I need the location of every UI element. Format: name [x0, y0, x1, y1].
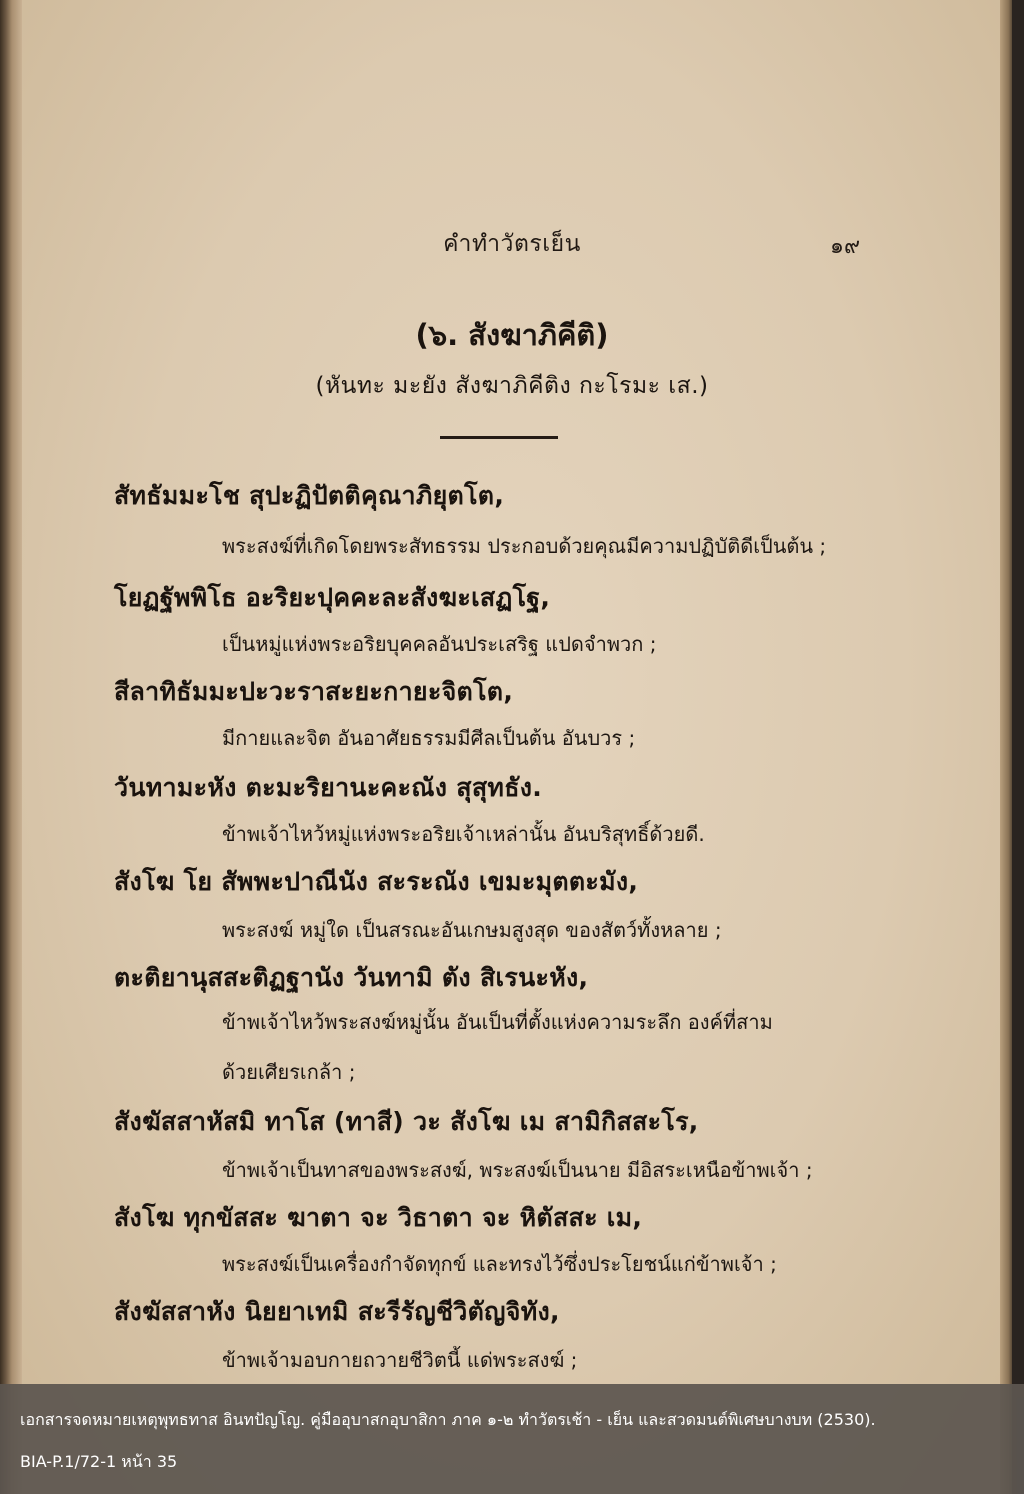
- pali-verse: สัทธัมมะโช สุปะฏิปัตติคุณาภิยุตโต,: [114, 481, 505, 510]
- pali-verse: สังโฆ ทุกขัสสะ ฆาตา จะ วิธาตา จะ หิตัสสะ เม,: [114, 1203, 643, 1232]
- pali-verse: โยฏฐัพพิโธ อะริยะปุคคะละสังฆะเสฏโฐ,: [114, 583, 551, 612]
- caption-citation: เอกสารจดหมายเหตุพุทธทาส อินทปัญโญ. คู่มืออุบาสกอุบาสิกา ภาค ๑-๒ ทำวัตรเช้า - เย็น และสวดมนต์พิเศษบางบท (2530).: [20, 1410, 876, 1429]
- thai-translation: เป็นหมู่แห่งพระอริยบุคคลอันประเสริฐ แปดจำพวก ;: [222, 632, 657, 656]
- running-header: คำทำวัตรเย็น: [443, 231, 581, 257]
- caption-bar: [0, 1384, 1024, 1494]
- pali-verse: ตะติยานุสสะติฏฐานัง วันทามิ ตัง สิเรนะหัง,: [114, 963, 589, 992]
- section-title: (๖. สังฆาภิคีติ): [415, 318, 609, 352]
- pali-verse: สีลาทิธัมมะปะวะราสะยะกายะจิตโต,: [114, 677, 514, 706]
- section-subtitle: (หันทะ มะยัง สังฆาภิคีติง กะโรมะ เส.): [315, 373, 709, 399]
- thai-translation: ข้าพเจ้าเป็นทาสของพระสงฆ์, พระสงฆ์เป็นนาย มีอิสระเหนือข้าพเจ้า ;: [222, 1158, 813, 1182]
- pali-verse: วันทามะหัง ตะมะริยานะคะณัง สุสุทธัง.: [114, 773, 543, 802]
- caption-reference: BIA-P.1/72-1 หน้า 35: [20, 1452, 178, 1471]
- thai-translation-continued: ด้วยเศียรเกล้า ;: [222, 1060, 356, 1084]
- thai-translation: พระสงฆ์เป็นเครื่องกำจัดทุกข์ และทรงไว้ซึ่งประโยชน์แก่ข้าพเจ้า ;: [222, 1252, 777, 1276]
- thai-translation: มีกายและจิต อันอาศัยธรรมมีศีลเป็นต้น อันบวร ;: [222, 726, 636, 750]
- thai-translation: พระสงฆ์ หมู่ใด เป็นสรณะอันเกษมสูงสุด ของสัตว์ทั้งหลาย ;: [222, 918, 722, 942]
- thai-translation: พระสงฆ์ที่เกิดโดยพระสัทธรรม ประกอบด้วยคุณมีความปฏิบัติดีเป็นต้น ;: [222, 534, 827, 558]
- page-number: ๑๙: [830, 234, 861, 259]
- thai-translation: ข้าพเจ้าไหว้หมู่แห่งพระอริยเจ้าเหล่านั้น อันบริสุทธิ์ด้วยดี.: [222, 822, 705, 846]
- pali-verse: สังโฆ โย สัพพะปาณีนัง สะระณัง เขมะมุตตะมัง,: [114, 867, 639, 896]
- pali-verse: สังฆัสสาหัสมิ ทาโส (ทาสี) วะ สังโฆ เม สามิกิสสะโร,: [114, 1107, 699, 1136]
- thai-translation: ข้าพเจ้าไหว้พระสงฆ์หมู่นั้น อันเป็นที่ตั้งแห่งความระลึก องค์ที่สาม: [222, 1010, 773, 1034]
- pali-verse: สังฆัสสาหัง นิยยาเทมิ สะรีรัญชีวิตัญจิทัง,: [114, 1297, 560, 1326]
- thai-translation: ข้าพเจ้ามอบกายถวายชีวิตนี้ แด่พระสงฆ์ ;: [222, 1348, 578, 1372]
